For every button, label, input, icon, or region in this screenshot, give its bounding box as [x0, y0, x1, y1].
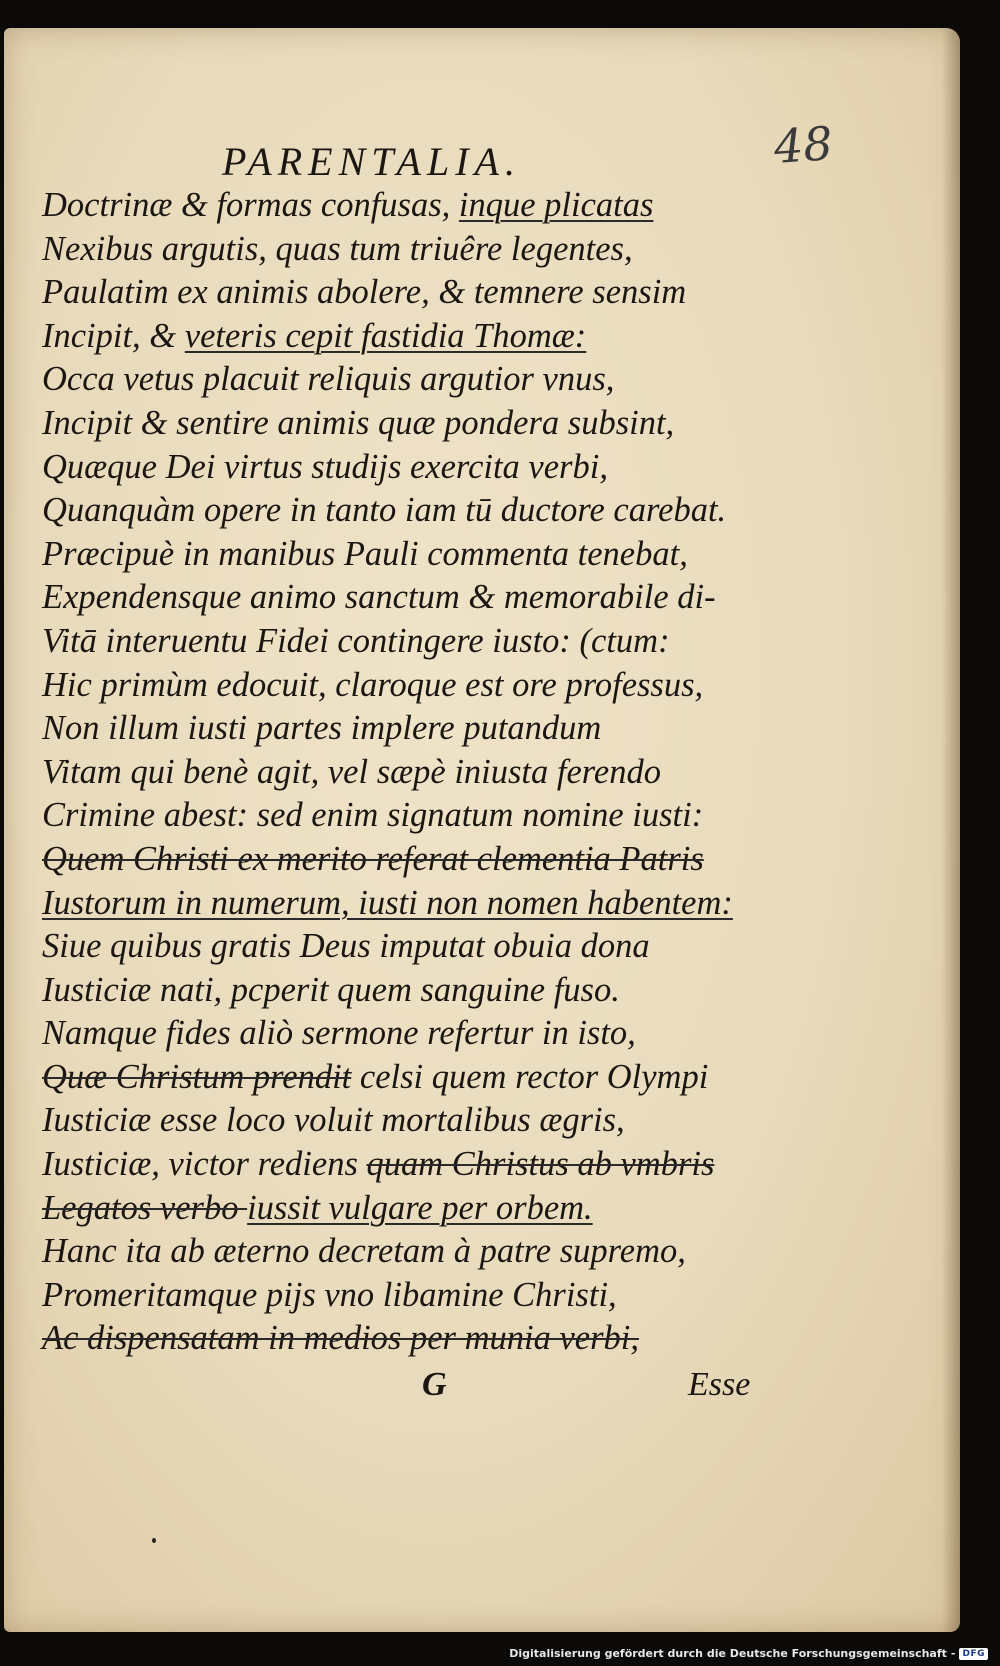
ink-speck [152, 1538, 156, 1543]
verse-line [42, 271, 762, 315]
verse-text: Siue quibus gratis Deus imputat obuia dona [42, 927, 650, 966]
verse-line [42, 533, 762, 577]
verse-line [42, 751, 762, 795]
page-footer [4, 1366, 960, 1416]
running-title: PARENTALIA. [222, 139, 521, 184]
verse-text: Præcipuè in manibus Pauli commenta tenebat, [42, 534, 688, 573]
verse-text: Non illum iusti partes implere putandum [42, 709, 602, 748]
verse-line [42, 402, 762, 446]
verse-text: Hic primùm edocuit, claroque est ore professus, [42, 665, 704, 704]
verse-line [42, 794, 762, 838]
verse-line [42, 969, 762, 1013]
verse-text: Doctrinæ & formas confusas, [42, 186, 459, 224]
dfg-logo: DFG [959, 1648, 988, 1660]
credit-text: Digitalisierung gefördert durch die Deutsche Forschungsgemeinschaft [509, 1647, 947, 1660]
verse-line [42, 576, 762, 620]
struck-text: Quæ Christum prendit [42, 1057, 352, 1096]
verse-text: Namque fides aliò sermone refertur in isto, [42, 1014, 636, 1053]
verse-text: Hanc ita ab æterno decretam à patre supremo, [42, 1232, 686, 1271]
verse-text: Vitam qui benè agit, vel sæpè iniusta ferendo [42, 752, 661, 791]
verse-text: Paulatim ex animis abolere, & temnere sensim [42, 273, 687, 312]
verse-text: Iusticiæ nati, pcperit quem sanguine fuso. [42, 970, 620, 1009]
verse-text: Incipit & sentire animis quæ pondera subsint, [42, 403, 675, 442]
struck-text: Legatos verbo [42, 1188, 248, 1227]
verse-line [42, 1317, 762, 1361]
verse-line [42, 882, 762, 926]
struck-text: Quem Christi ex merito referat clementia Patris [42, 839, 704, 878]
verse-line [42, 1143, 762, 1187]
verse-text: Expendensque animo sanctum & memorabile di- [42, 578, 716, 617]
struck-text: quam Christus ab vmbris [366, 1145, 715, 1184]
digitization-credit: Digitalisierung gefördert durch die Deutsche Forschungsgemeinschaft - DFG [509, 1647, 988, 1660]
folio-number: 48 [772, 116, 835, 174]
verse-line [42, 446, 762, 490]
underlined-text: iussit vulgare per orbem. [247, 1188, 593, 1227]
verse-line [42, 620, 762, 664]
verse-line [42, 925, 762, 969]
verse-line [42, 1274, 762, 1318]
verse-text: Occa vetus placuit reliquis argutior vnus, [42, 360, 615, 399]
verse-text: Iusticiæ, victor rediens [42, 1145, 367, 1184]
signature-mark: G [422, 1366, 447, 1403]
underlined-text: Iustorum in numerum, iusti non nomen habentem: [42, 883, 733, 922]
verse-line [42, 1230, 762, 1274]
catchword: Esse [688, 1366, 751, 1403]
verse-text: Nexibus argutis, quas tum triuêre legentes, [42, 229, 633, 268]
verse-text: Quæque Dei virtus studijs exercita verbi, [42, 447, 608, 486]
verse-line [42, 315, 762, 359]
verse-text: Incipit, & [42, 316, 185, 355]
verse-line [42, 358, 762, 402]
verse-line [42, 1012, 762, 1056]
verse-line [42, 1099, 762, 1143]
page-header [4, 110, 960, 184]
verse-line [42, 184, 762, 228]
verse-text: Crimine abest: sed enim signatum nomine iusti: [42, 796, 704, 835]
verse-line [42, 489, 762, 533]
verse-line [42, 1187, 762, 1231]
struck-text: Ac dispensatam in medios per munia verbi, [42, 1319, 639, 1358]
verse-line [42, 1056, 762, 1100]
verse-text: Quanquàm opere in tanto iam tū ductore carebat. [42, 491, 727, 530]
verse-text: Iusticiæ esse loco voluit mortalibus ægris, [42, 1101, 625, 1140]
verse-text: Promeritamque pijs vno libamine Christi, [42, 1275, 617, 1314]
verse-line [42, 664, 762, 708]
verse-text: celsi quem rector Olympi [351, 1057, 709, 1096]
verse-text-block [42, 184, 762, 1361]
verse-text: Vitā interuentu Fidei contingere iusto: (ctum: [42, 621, 670, 660]
underlined-text: veteris cepit fastidia Thomæ: [184, 316, 587, 355]
verse-line [42, 838, 762, 882]
verse-line [42, 707, 762, 751]
underlined-text: inque plicatas [458, 186, 654, 224]
verse-line [42, 228, 762, 272]
book-page [4, 28, 960, 1632]
